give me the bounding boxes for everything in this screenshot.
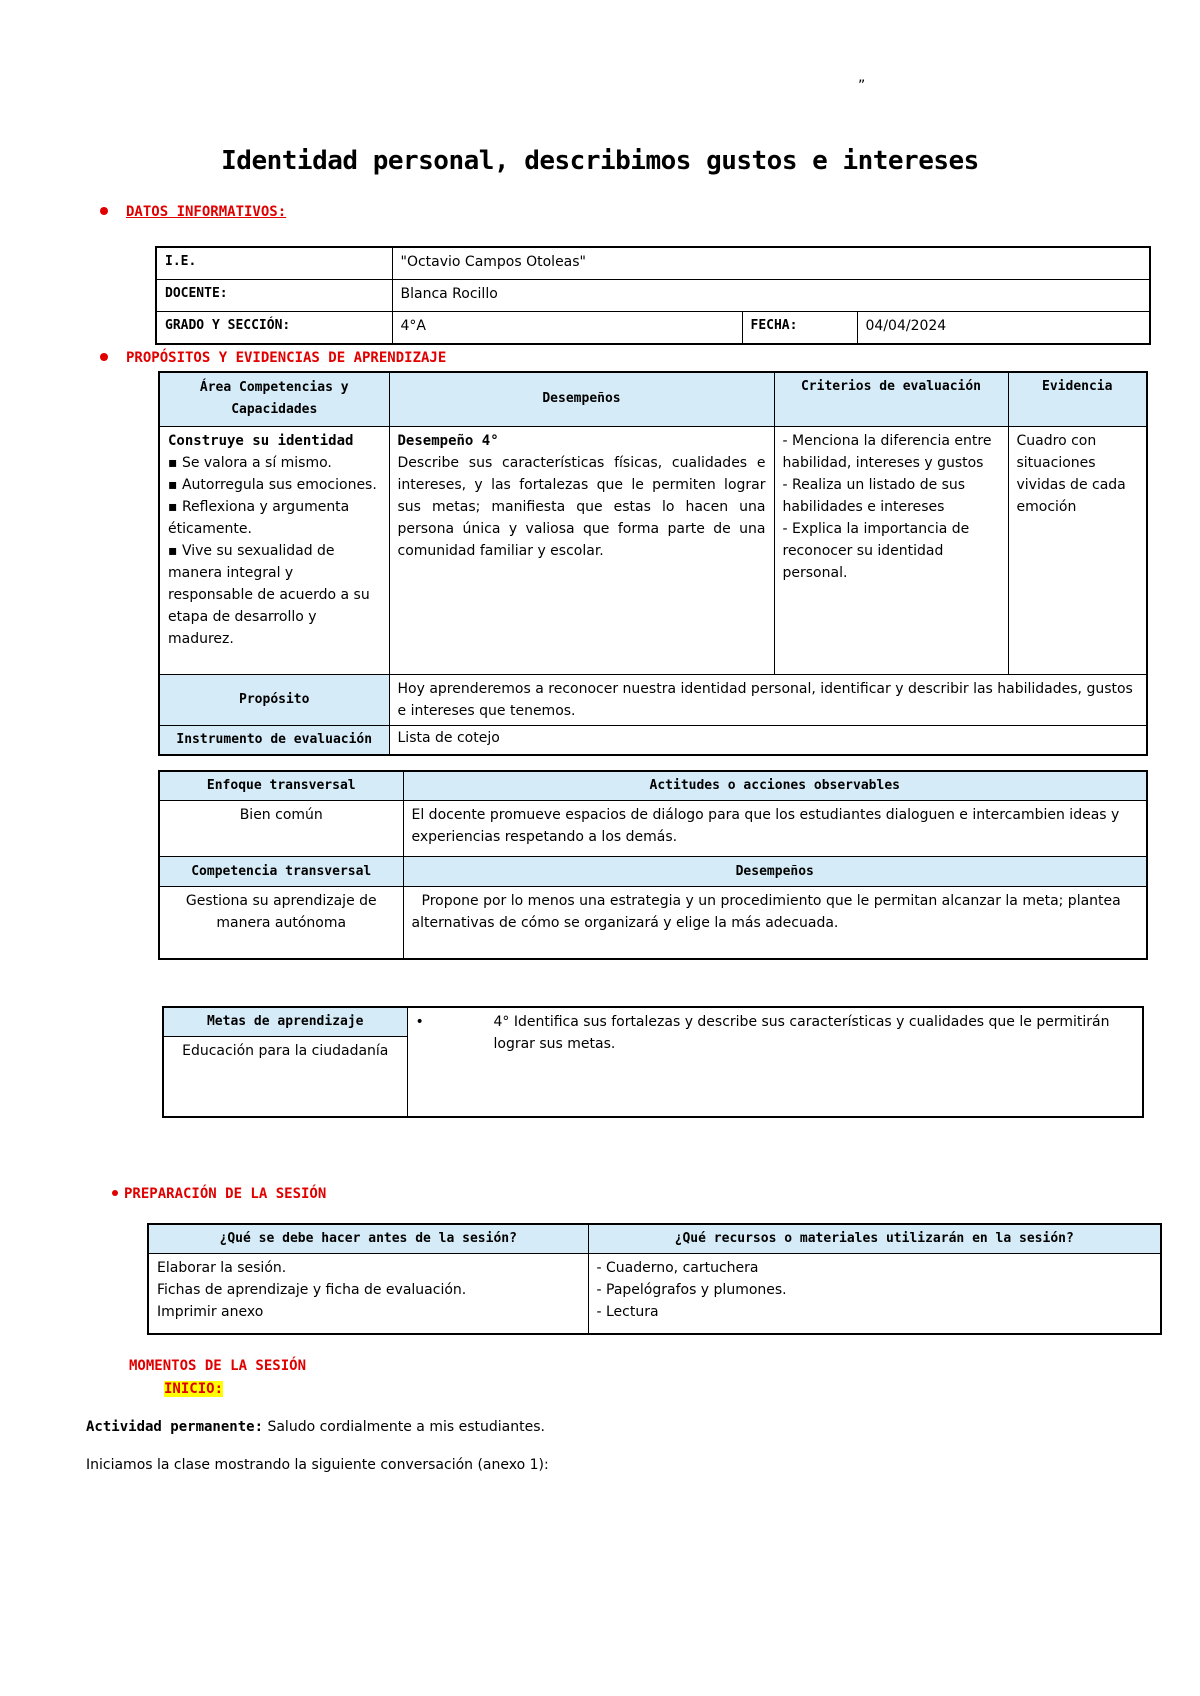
- criterios-cell: [774, 426, 1008, 674]
- capacidad-item: ▪ Vive su sexualidad de manera integral y responsable de acuerdo a su etapa de desarrollo y madurez.: [168, 542, 370, 647]
- criterio-item: - Explica la importancia de reconocer su identidad personal.: [782, 520, 970, 581]
- section-inicio: [164, 1381, 223, 1397]
- enfoque-table: [158, 770, 1148, 960]
- fecha-value: 04/04/2024: [857, 311, 1150, 344]
- fecha-label: FECHA:: [742, 311, 857, 344]
- criterio-item: - Realiza un listado de sus habilidades e intereses: [782, 476, 966, 515]
- criterio-item: - Menciona la diferencia entre habilidad, intereses y gustos: [782, 432, 992, 471]
- section-datos-label: DATOS INFORMATIVOS:: [126, 204, 287, 220]
- header-criterios: Criterios de evaluación: [774, 372, 1008, 426]
- header-area: Área Competencias y Capacidades: [159, 372, 389, 426]
- bullet-icon: [100, 353, 108, 361]
- section-propositos-label: PROPÓSITOS Y EVIDENCIAS DE APRENDIZAJE: [126, 350, 447, 366]
- header-recursos: ¿Qué recursos o materiales utilizarán en la sesión?: [588, 1224, 1161, 1254]
- desempeno-text: Describe sus características físicas, cualidades e intereses, y las fortalezas que le permiten lograr sus metas; manifiesta que estas lo hacen una persona única y valiosa que forma parte de una comunidad familiar y escolar.: [397, 454, 766, 559]
- docente-label: DOCENTE:: [156, 279, 392, 311]
- competencia-transversal-value: Gestiona su aprendizaje de manera autónoma: [159, 887, 403, 959]
- instrumento-text: Lista de cotejo: [389, 725, 1147, 755]
- datos-table: [155, 246, 1151, 345]
- ie-label: I.E.: [156, 247, 392, 279]
- capacidad-item: ▪ Autorregula sus emociones.: [168, 476, 377, 493]
- section-preparacion-label: PREPARACIÓN DE LA SESIÓN: [124, 1186, 327, 1202]
- antes-item: Fichas de aprendizaje y ficha de evaluación.: [157, 1282, 467, 1298]
- competencia-title: Construye su identidad: [168, 432, 354, 449]
- proposito-label: Propósito: [159, 674, 389, 725]
- metas-cell: [407, 1007, 1143, 1117]
- actividad-label: Actividad permanente:: [86, 1419, 264, 1435]
- capacidad-item: ▪ Se valora a sí mismo.: [168, 454, 332, 471]
- actitudes-value: El docente promueve espacios de diálogo para que los estudiantes dialoguen e intercambien ideas y experiencias respetando a los demás.: [403, 801, 1147, 857]
- proposito-text: Hoy aprenderemos a reconocer nuestra identidad personal, identificar y describir las habilidades, gustos e intereses que tenemos.: [389, 674, 1147, 725]
- metas-area: Educación para la ciudadanía: [163, 1037, 407, 1117]
- header-desempenos-transversal: Desempeños: [403, 857, 1147, 887]
- section-preparacion: [112, 1186, 326, 1202]
- preparacion-table: [147, 1223, 1162, 1335]
- instrumento-label: Instrumento de evaluación: [159, 725, 389, 755]
- enfoque-value: Bien común: [159, 801, 403, 857]
- inicio-label: INICIO:: [164, 1381, 224, 1397]
- header-evidencia: Evidencia: [1008, 372, 1147, 426]
- header-mark: ”: [858, 78, 866, 94]
- desempeno-title: Desempeño 4°: [397, 432, 499, 449]
- grado-value: 4°A: [392, 311, 742, 344]
- ie-value: "Octavio Campos Otoleas": [392, 247, 1150, 279]
- recurso-item: - Papelógrafos y plumones.: [596, 1282, 787, 1298]
- antes-cell: [148, 1254, 588, 1334]
- recurso-item: - Cuaderno, cartuchera: [596, 1260, 759, 1276]
- inicio-intro: Iniciamos la clase mostrando la siguiente conversación (anexo 1):: [86, 1457, 549, 1473]
- antes-item: Imprimir anexo: [157, 1304, 264, 1320]
- antes-item: Elaborar la sesión.: [157, 1260, 287, 1276]
- evidencia-cell: Cuadro con situaciones vividas de cada emoción: [1008, 426, 1147, 674]
- header-enfoque: Enfoque transversal: [159, 771, 403, 801]
- propositos-table: [158, 371, 1148, 756]
- recurso-item: - Lectura: [596, 1304, 659, 1320]
- actividad-text: Saludo cordialmente a mis estudiantes.: [263, 1419, 545, 1435]
- grado-label: GRADO Y SECCIÓN:: [156, 311, 392, 344]
- desempeno-cell: [389, 426, 774, 674]
- bullet-icon: [100, 207, 108, 215]
- section-momentos: MOMENTOS DE LA SESIÓN: [129, 1358, 307, 1374]
- docente-value: Blanca Rocillo: [392, 279, 1150, 311]
- metas-table: [162, 1006, 1144, 1118]
- recursos-cell: [588, 1254, 1161, 1334]
- header-competencia-transversal: Competencia transversal: [159, 857, 403, 887]
- section-datos: [100, 204, 286, 220]
- competencia-cell: [159, 426, 389, 674]
- header-desempenos: Desempeños: [389, 372, 774, 426]
- desempenos-transversal-value: Propone por lo menos una estrategia y un procedimiento que le permitan alcanzar la meta; plantea alternativas de cómo se organizará y elige la más adecuada.: [403, 887, 1147, 959]
- header-actitudes: Actitudes o acciones observables: [403, 771, 1147, 801]
- section-propositos: [100, 350, 446, 366]
- actividad-permanente: [86, 1419, 545, 1435]
- metas-text: 4° Identifica sus fortalezas y describe sus características y cualidades que le permitirán lograr sus metas.: [493, 1014, 1110, 1052]
- page-title: Identidad personal, describimos gustos e intereses: [221, 146, 979, 176]
- capacidad-item: ▪ Reflexiona y argumenta éticamente.: [168, 498, 350, 537]
- metas-bullet: •: [415, 1014, 424, 1030]
- header-metas: Metas de aprendizaje: [163, 1007, 407, 1037]
- header-antes: ¿Qué se debe hacer antes de la sesión?: [148, 1224, 588, 1254]
- bullet-icon: [112, 1190, 118, 1196]
